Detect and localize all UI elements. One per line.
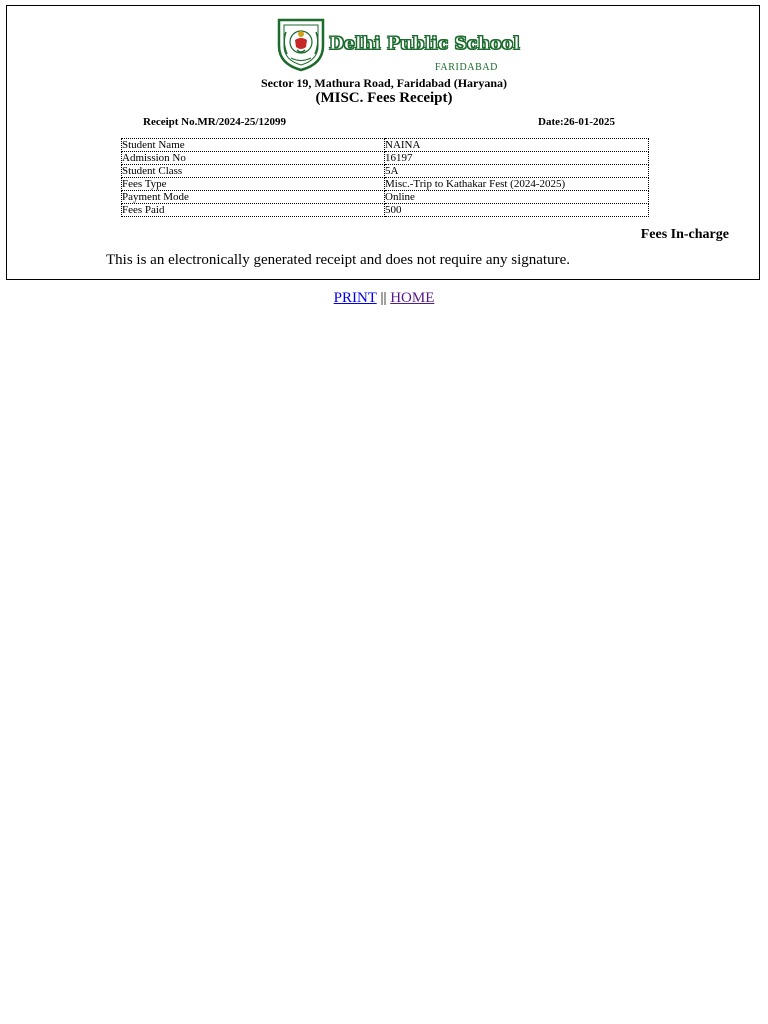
table-row bbox=[122, 165, 649, 178]
table-row bbox=[122, 191, 649, 204]
row-value: 16197 bbox=[385, 152, 649, 165]
table-row bbox=[122, 204, 649, 217]
table-row bbox=[122, 152, 649, 165]
school-name: Delhi Public School bbox=[329, 34, 520, 54]
row-label: Student Name bbox=[122, 139, 385, 152]
receipt-title: (MISC. Fees Receipt) bbox=[315, 90, 453, 106]
table-row bbox=[122, 178, 649, 191]
row-label: Student Class bbox=[122, 165, 385, 178]
link-separator: || bbox=[380, 290, 387, 306]
school-logo bbox=[273, 16, 520, 73]
row-value: NAINA bbox=[385, 139, 649, 152]
action-links bbox=[0, 290, 768, 307]
receipt-number: Receipt No.MR/2024-25/12099 bbox=[143, 116, 286, 128]
disclaimer-text: This is an electronically generated receipt and does not require any signature. bbox=[106, 252, 570, 268]
signatory-label: Fees In-charge bbox=[640, 227, 729, 242]
home-link[interactable]: HOME bbox=[390, 290, 435, 306]
school-address: Sector 19, Mathura Road, Faridabad (Haryana) bbox=[260, 76, 508, 90]
table-row bbox=[122, 139, 649, 152]
row-label: Admission No bbox=[122, 152, 385, 165]
row-value: Online bbox=[385, 191, 649, 204]
row-value: Misc.-Trip to Kathakar Fest (2024-2025) bbox=[385, 178, 649, 191]
row-label: Payment Mode bbox=[122, 191, 385, 204]
fee-details-table bbox=[121, 138, 649, 217]
row-label: Fees Paid bbox=[122, 204, 385, 217]
receipt-container bbox=[6, 5, 760, 280]
receipt-date: Date:26-01-2025 bbox=[538, 116, 615, 128]
row-label: Fees Type bbox=[122, 178, 385, 191]
print-link[interactable]: PRINT bbox=[333, 290, 377, 306]
row-value: 500 bbox=[385, 204, 649, 217]
school-city: FARIDABAD bbox=[435, 62, 498, 73]
row-value: 5A bbox=[385, 165, 649, 178]
school-crest-icon bbox=[273, 16, 329, 72]
